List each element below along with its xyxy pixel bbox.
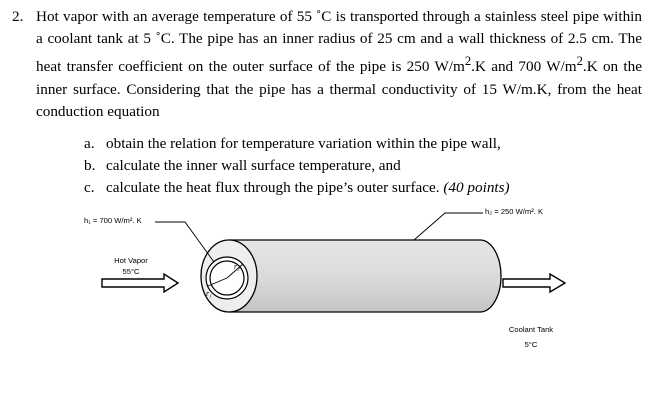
hot-vapor-arrow xyxy=(102,274,178,292)
r1-label: r₁ xyxy=(206,289,212,298)
problem-text: Hot vapor with an average temperature of 55 ˚C is transported through a stainless steel pipe within a coolant tank at 5 ˚C. The pipe has an inner radius of 25 cm and a wall thickness of 2.5 cm. The heat transfer coefficient on the outer surface of the pipe is 250 $W/m^2.K$ and 700 $W/m^2.K$ on the inner surface. Considering that the pipe has a thermal conductivity of 15 W/m.K, from the heat conduction equation xyxy=(36,8,642,120)
pipe-body xyxy=(230,240,501,312)
part-a-letter: a. xyxy=(84,135,95,152)
coolant-temp: 5°C xyxy=(524,340,538,349)
problem-number: 2. xyxy=(12,8,24,25)
hot-vapor-label: Hot Vapor xyxy=(114,256,148,265)
r2-label: r₂ xyxy=(234,262,240,271)
part-c-letter: c. xyxy=(84,179,95,197)
part-b-text: calculate the inner wall surface temperature, and xyxy=(106,157,401,175)
coolant-arrow xyxy=(503,274,565,292)
h2-leader-line xyxy=(414,213,483,240)
hot-vapor-temp: 55°C xyxy=(122,267,140,276)
h2-label: h₂ = 250 W/m². K xyxy=(485,207,544,216)
part-a-text: obtain the relation for temperature variation within the pipe wall, xyxy=(106,135,501,152)
coolant-label-group xyxy=(496,325,566,349)
h1-label: h₁ = 700 W/m². K xyxy=(84,216,142,225)
part-c-text: calculate the heat flux through the pipe’s outer surface. xyxy=(106,179,440,197)
coolant-label: Coolant Tank xyxy=(508,325,554,334)
hot-vapor-label-group xyxy=(103,256,159,276)
part-b-letter: b. xyxy=(84,157,96,175)
part-c-points: (40 points) xyxy=(443,179,510,197)
